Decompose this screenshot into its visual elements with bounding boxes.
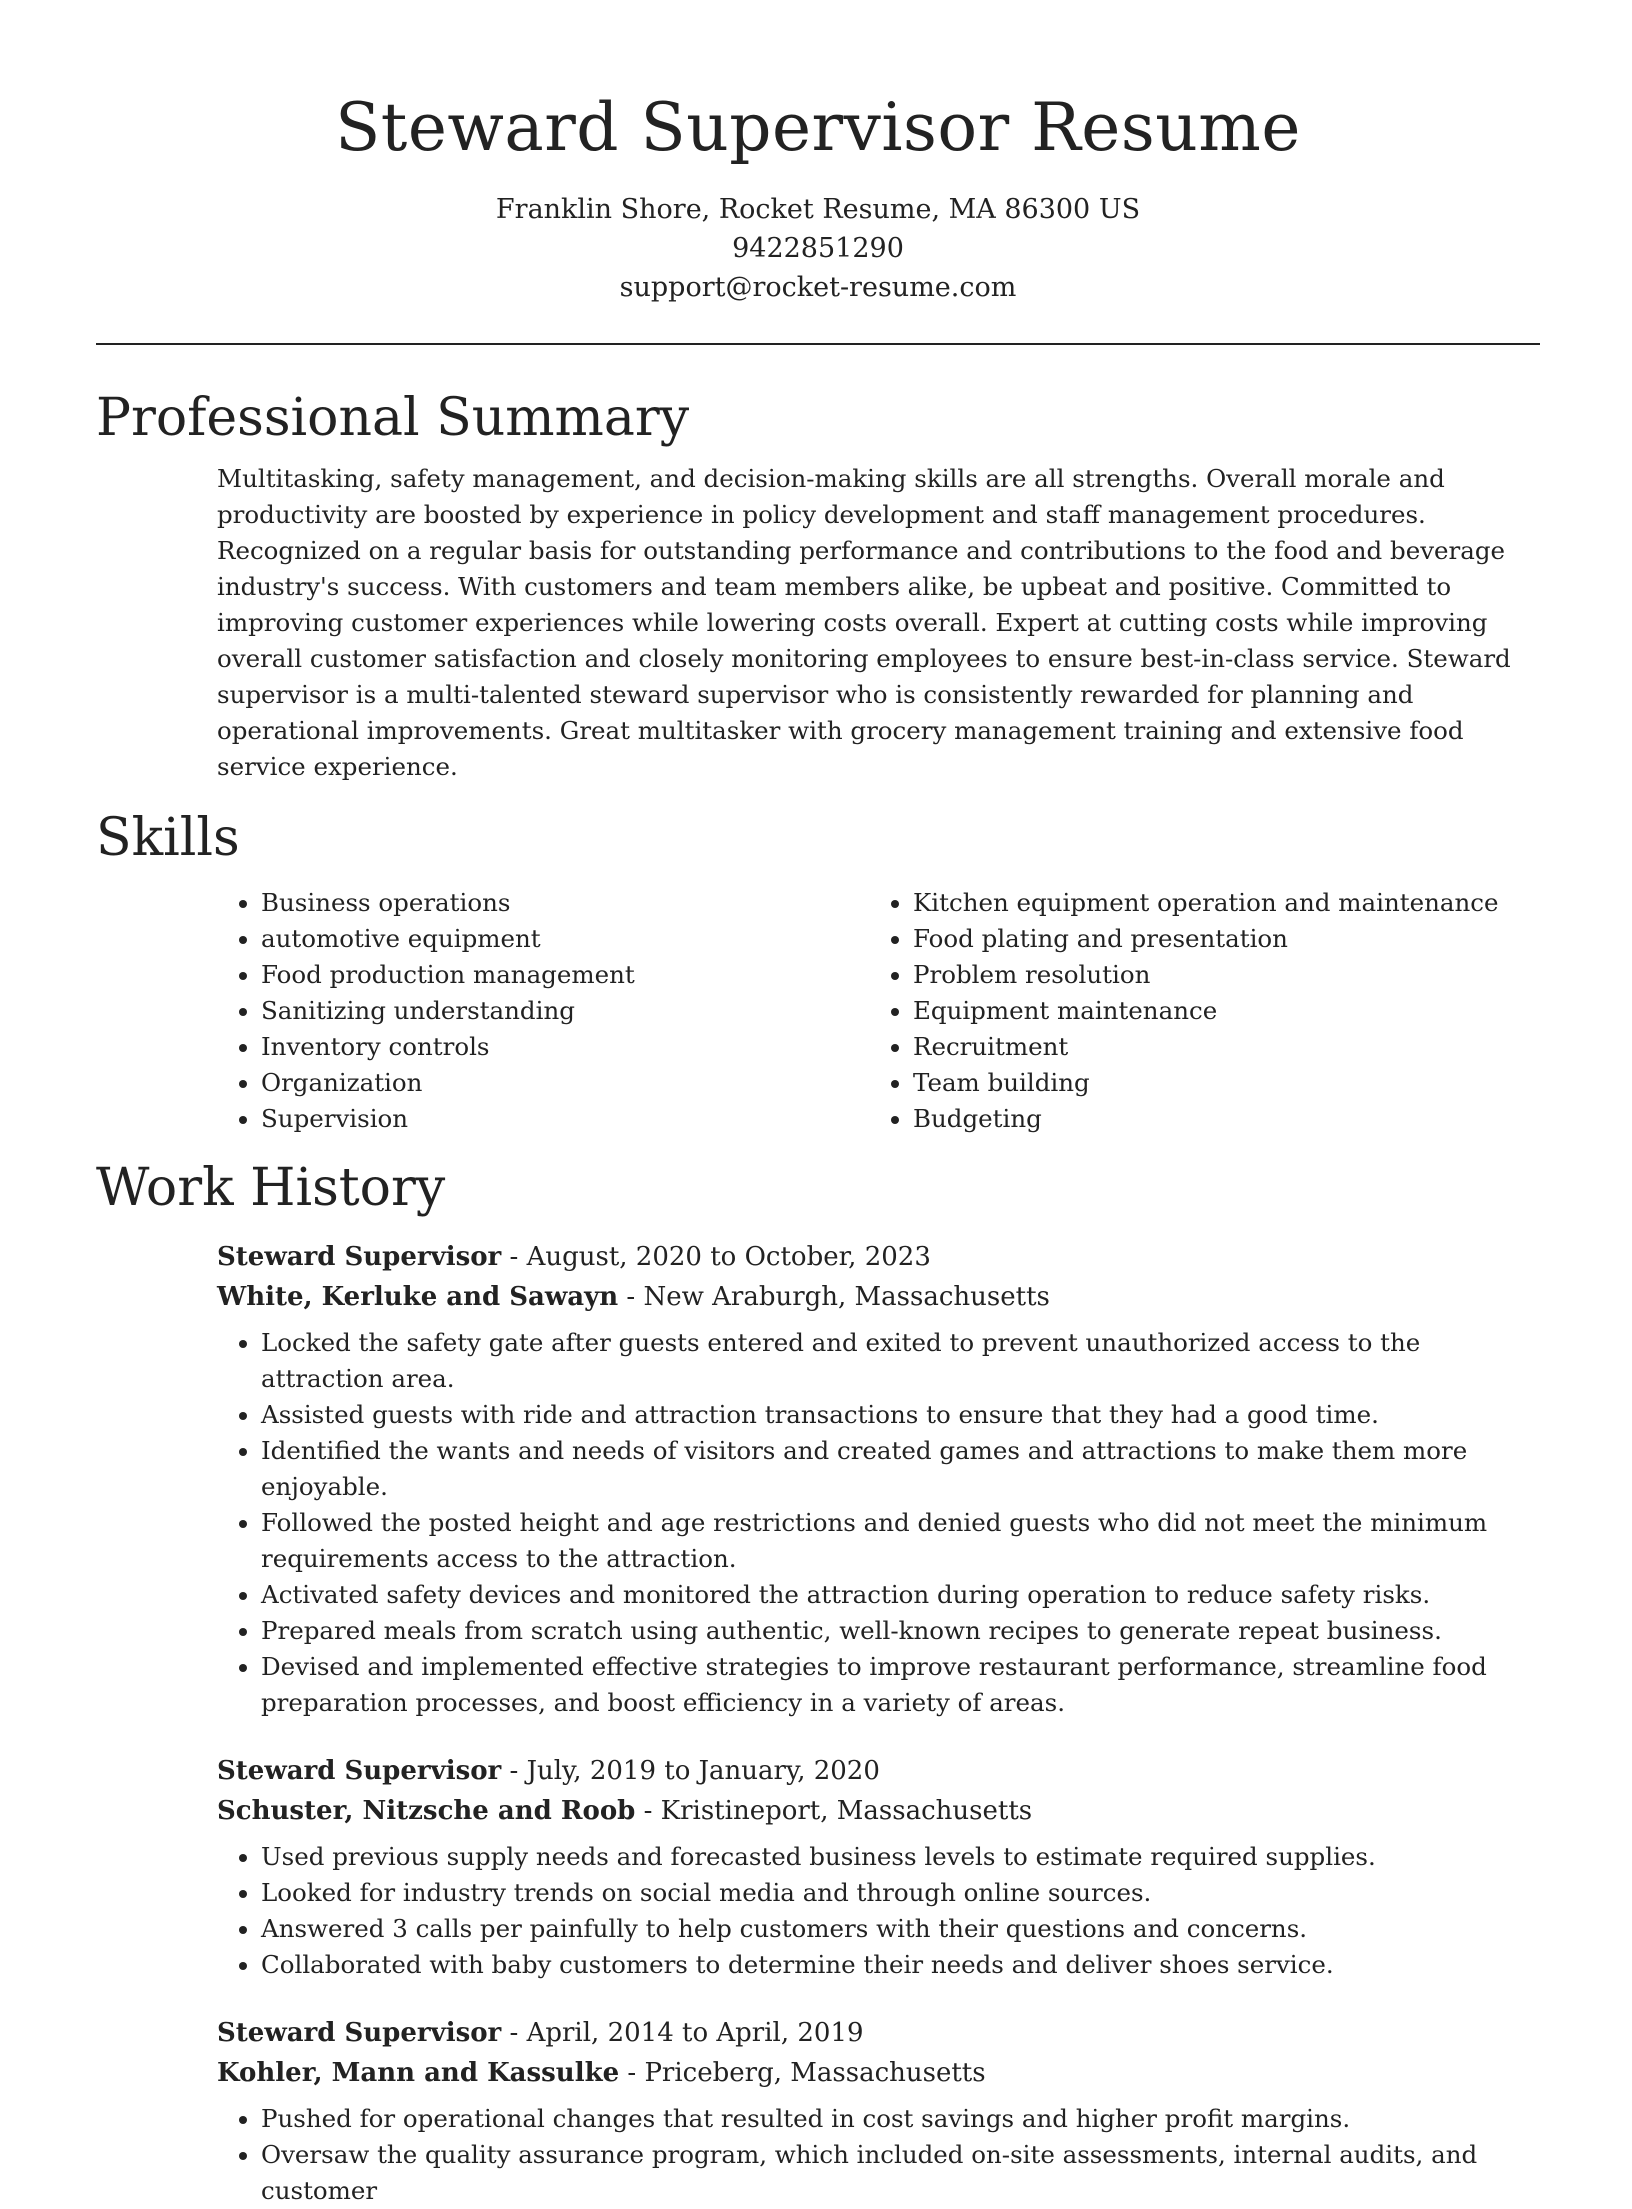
- skill-item: • Problem resolution: [913, 957, 1521, 993]
- job-dates: - July, 2019 to January, 2020: [501, 1756, 880, 1786]
- job-bullet-list: [217, 1839, 1540, 1983]
- job-dates: - August, 2020 to October, 2023: [501, 1242, 931, 1272]
- work-history-heading: Work History: [96, 1158, 446, 1218]
- skill-item: • Supervision: [261, 1101, 869, 1137]
- job-entry: [217, 2013, 1540, 2209]
- skill-item: • Budgeting: [913, 1101, 1521, 1137]
- job-role: Steward Supervisor: [217, 2018, 502, 2048]
- job-bullet: • Prepared meals from scratch using authentic, well-known recipes to generate repeat business.: [261, 1613, 1540, 1649]
- job-role: Steward Supervisor: [217, 1242, 502, 1272]
- skill-item: • Business operations: [261, 885, 869, 921]
- job-bullet: • Assisted guests with ride and attraction transactions to ensure that they had a good time.: [261, 1397, 1540, 1433]
- skill-item: • Food production management: [261, 957, 869, 993]
- skill-item: • Recruitment: [913, 1029, 1521, 1065]
- job-bullet: • Oversaw the quality assurance program, which included on-site assessments, internal audits, and customer: [261, 2137, 1540, 2209]
- job-role: Steward Supervisor: [217, 1756, 502, 1786]
- job-title-line: [217, 2013, 1540, 2053]
- job-bullet: • Devised and implemented effective strategies to improve restaurant performance, streamline food preparation processes, and boost efficiency in a variety of areas.: [261, 1649, 1540, 1721]
- job-bullet-list: [217, 2101, 1540, 2209]
- job-location: - New Araburgh, Massachusetts: [618, 1282, 1050, 1312]
- skill-item: • Food plating and presentation: [913, 921, 1521, 957]
- skill-item: • Team building: [913, 1065, 1521, 1101]
- resume-page: [96, 0, 1540, 2209]
- job-company-line: [217, 1791, 1540, 1831]
- job-entry: [217, 1237, 1540, 1721]
- summary-section: [217, 461, 1540, 785]
- job-company: White, Kerluke and Sawayn: [217, 1282, 619, 1312]
- contact-phone: 9422851290: [732, 233, 904, 264]
- job-entry: [217, 1751, 1540, 1983]
- header-divider: [96, 343, 1540, 345]
- job-bullet: • Pushed for operational changes that resulted in cost savings and higher profit margins.: [261, 2101, 1540, 2137]
- job-bullet: • Identified the wants and needs of visitors and created games and attractions to make them more enjoyable.: [261, 1433, 1540, 1505]
- resume-header: [96, 0, 1540, 307]
- skill-item: • automotive equipment: [261, 921, 869, 957]
- summary-heading: Professional Summary: [96, 388, 690, 448]
- resume-title: Steward Supervisor Resume: [335, 89, 1301, 166]
- skill-item: • Equipment maintenance: [913, 993, 1521, 1029]
- job-company-line: [217, 2053, 1540, 2093]
- job-dates: - April, 2014 to April, 2019: [501, 2018, 864, 2048]
- summary-text: Multitasking, safety management, and decision-making skills are all strengths. Overall morale and productivity are boosted by experience in policy development and staff management procedures. Recognized on a regular basis for outstanding performance and contributions to the food and beverage industry's success. With customers and team members alike, be upbeat and positive. Committed to improving customer experiences while lowering costs overall. Expert at cutting costs while improving overall customer satisfaction and closely monitoring employees to ensure best-in-class service. Steward supervisor is a multi-talented steward supervisor who is consistently rewarded for planning and operational improvements. Great multitasker with grocery management training and extensive food service experience.: [217, 464, 1511, 781]
- job-bullet: • Answered 3 calls per painfully to help customers with their questions and concerns.: [261, 1911, 1540, 1947]
- job-bullet-list: [217, 1325, 1540, 1721]
- skill-item: • Organization: [261, 1065, 869, 1101]
- job-title-line: [217, 1237, 1540, 1277]
- skill-item: • Sanitizing understanding: [261, 993, 869, 1029]
- job-company: Kohler, Mann and Kassulke: [217, 2058, 620, 2088]
- skills-list-right: [869, 885, 1521, 1137]
- job-title-line: [217, 1751, 1540, 1791]
- job-bullet: • Collaborated with baby customers to determine their needs and deliver shoes service.: [261, 1947, 1540, 1983]
- skills-heading: Skills: [96, 808, 240, 868]
- job-bullet: • Locked the safety gate after guests entered and exited to prevent unauthorized access to the attraction area.: [261, 1325, 1540, 1397]
- job-location: - Kristineport, Massachusetts: [635, 1796, 1033, 1826]
- job-bullet: • Looked for industry trends on social media and through online sources.: [261, 1875, 1540, 1911]
- job-bullet: • Followed the posted height and age restrictions and denied guests who did not meet the minimum requirements access to the attraction.: [261, 1505, 1540, 1577]
- job-company: Schuster, Nitzsche and Roob: [217, 1796, 636, 1826]
- contact-email: support@rocket-resume.com: [619, 272, 1017, 303]
- job-bullet: • Activated safety devices and monitored the attraction during operation to reduce safety risks.: [261, 1577, 1540, 1613]
- job-location: - Priceberg, Massachusetts: [619, 2058, 986, 2088]
- job-bullet: • Used previous supply needs and forecasted business levels to estimate required supplies.: [261, 1839, 1540, 1875]
- skills-list-left: [217, 885, 869, 1137]
- skills-section: [217, 885, 1540, 1137]
- skill-item: • Kitchen equipment operation and maintenance: [913, 885, 1521, 921]
- job-company-line: [217, 1277, 1540, 1317]
- skill-item: • Inventory controls: [261, 1029, 869, 1065]
- work-history-section: [217, 1237, 1540, 2209]
- contact-address: Franklin Shore, Rocket Resume, MA 86300 US: [495, 194, 1141, 225]
